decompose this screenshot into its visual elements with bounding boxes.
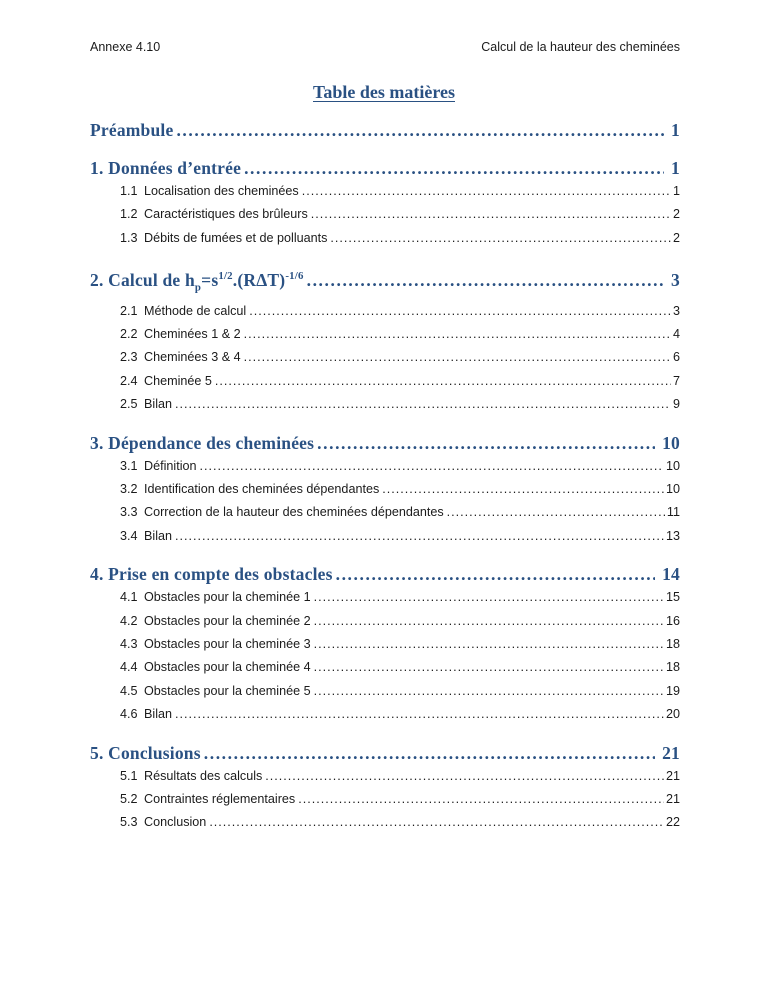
- toc-leader-dots: [314, 633, 664, 656]
- toc-entry[interactable]: [90, 633, 680, 656]
- toc-entry-number: 5.3: [120, 815, 138, 830]
- toc-entry[interactable]: [90, 610, 680, 633]
- toc-entry-label: Correction de la hauteur des cheminées dépendantes: [144, 505, 444, 520]
- toc-leader-dots: [249, 300, 671, 323]
- toc-leader-dots: [204, 741, 655, 765]
- toc-leader-dots: [200, 455, 664, 478]
- toc-entry[interactable]: [90, 788, 680, 811]
- toc-leader-dots: [175, 525, 664, 548]
- toc-leader-dots: [244, 346, 671, 369]
- toc-entry-page: 14: [662, 564, 680, 585]
- toc-entry-label: Bilan: [144, 397, 173, 412]
- toc-entry[interactable]: [90, 562, 680, 586]
- toc-leader-dots: [307, 268, 664, 292]
- toc-entry-label: Cheminées 1 & 2: [144, 326, 241, 341]
- toc-leader-dots: [209, 811, 664, 834]
- toc-entry[interactable]: [90, 156, 680, 180]
- toc-title: Table des matières: [313, 82, 455, 102]
- toc-entry-page: 1: [671, 120, 680, 140]
- toc-entry-number: 4.2: [120, 613, 138, 628]
- toc-entry-number: 1.3: [120, 230, 138, 245]
- toc-entry-label: Débits de fumées et de polluants: [144, 230, 328, 245]
- toc-entry-page: 18: [665, 660, 680, 675]
- toc-entry-number: 4.1: [120, 590, 138, 605]
- toc-entry[interactable]: [90, 586, 680, 609]
- toc-entry-page: 2: [672, 207, 680, 222]
- toc-entry-label: Bilan: [144, 528, 173, 543]
- toc-entry-page: 10: [665, 458, 680, 473]
- toc-entry-page: 21: [665, 768, 680, 783]
- toc-entry[interactable]: [90, 501, 680, 524]
- toc-leader-dots: [314, 656, 664, 679]
- toc-leader-dots: [176, 118, 664, 142]
- toc-leader-dots: [244, 156, 664, 180]
- toc-entry-label: Définition: [144, 458, 197, 473]
- toc-entry-number: 5.1: [120, 768, 138, 783]
- toc-entry-label: Cheminée 5: [144, 373, 212, 388]
- toc-entry-label: Caractéristiques des brûleurs: [144, 207, 308, 222]
- toc-leader-dots: [175, 393, 671, 416]
- toc-entry-label: Préambule: [90, 120, 174, 140]
- toc-entry-number: 1.2: [120, 207, 138, 222]
- toc-entry[interactable]: [90, 703, 680, 726]
- toc-entry-page: 6: [672, 350, 680, 365]
- toc-entry-page: 2: [672, 230, 680, 245]
- toc-entry-label: Bilan: [144, 707, 173, 722]
- toc-entry-page: 13: [665, 528, 680, 543]
- toc-entry[interactable]: [90, 525, 680, 548]
- toc-entry-number: 3.1: [120, 458, 138, 473]
- toc-entry-page: 19: [665, 683, 680, 698]
- toc-leader-dots: [265, 765, 664, 788]
- toc-leader-dots: [314, 680, 664, 703]
- toc-entry-label: Résultats des calculs: [144, 768, 263, 783]
- header-document-title: Calcul de la hauteur des cheminées: [481, 40, 680, 54]
- toc-entry-page: 21: [662, 742, 680, 763]
- toc-leader-dots: [298, 788, 664, 811]
- toc-entry-page: 11: [666, 505, 680, 520]
- page-header: [90, 40, 680, 55]
- toc-entry-page: 3: [671, 270, 680, 291]
- toc-leader-dots: [215, 370, 671, 393]
- toc-entry-label: Obstacles pour la cheminée 5: [144, 683, 311, 698]
- toc-entry-page: 10: [665, 481, 680, 496]
- toc-leader-dots: [244, 323, 671, 346]
- toc-entry-label: 2. Calcul de $h_p=s^{1/2}.(R\Delta T)^{-1/6}$: [90, 270, 304, 294]
- header-annexe-label: Annexe 4.10: [90, 40, 161, 54]
- toc-entry-page: 15: [665, 590, 680, 605]
- toc-entry[interactable]: [90, 227, 680, 250]
- toc-entry[interactable]: [90, 300, 680, 323]
- toc-entry-number: 3.4: [120, 528, 138, 543]
- toc-entry-number: 3.2: [120, 481, 138, 496]
- toc-entry[interactable]: [90, 118, 680, 142]
- toc-entry-page: 20: [665, 707, 680, 722]
- toc-leader-dots: [311, 203, 671, 226]
- toc-entry-number: 2.1: [120, 303, 138, 318]
- toc-entry-number: 2.4: [120, 373, 138, 388]
- toc-entry[interactable]: [90, 478, 680, 501]
- toc-entry-page: 18: [665, 637, 680, 652]
- toc-entry-number: 1.1: [120, 184, 138, 198]
- toc-entry-number: 4.3: [120, 637, 138, 652]
- toc-entry-number: 2.3: [120, 350, 138, 365]
- toc-entry-label: Obstacles pour la cheminée 3: [144, 637, 311, 652]
- toc-entry[interactable]: [90, 741, 680, 765]
- toc-entry-page: 21: [665, 792, 680, 807]
- toc-entry-page: 1: [671, 158, 680, 178]
- toc-leader-dots: [330, 227, 671, 250]
- toc-entry-label: 3. Dépendance des cheminées: [90, 432, 315, 453]
- toc-entry[interactable]: [90, 370, 680, 393]
- toc-entry[interactable]: [90, 180, 680, 203]
- toc-entry[interactable]: [90, 765, 680, 788]
- toc-leader-dots: [302, 180, 671, 203]
- toc-entry-page: 16: [665, 613, 680, 628]
- toc-entry-number: 4.4: [120, 660, 138, 675]
- toc-entry[interactable]: [90, 680, 680, 703]
- toc-entry-label: 5. Conclusions: [90, 742, 201, 763]
- toc-entry-number: 4.5: [120, 683, 138, 698]
- toc-entry-number: 2.2: [120, 326, 138, 341]
- toc-entry-page: 10: [662, 432, 680, 453]
- toc-entry-label: Méthode de calcul: [144, 303, 247, 318]
- toc-entry[interactable]: [90, 656, 680, 679]
- toc-leader-dots: [314, 610, 664, 633]
- toc-leader-dots: [175, 703, 664, 726]
- toc-entry-label: Cheminées 3 & 4: [144, 350, 241, 365]
- toc-entry-label: Contraintes réglementaires: [144, 792, 296, 807]
- toc-entry-label: Obstacles pour la cheminée 4: [144, 660, 311, 675]
- toc-leader-dots: [314, 586, 664, 609]
- toc-leader-dots: [336, 562, 655, 586]
- toc-leader-dots: [447, 501, 665, 524]
- toc-entry-page: 9: [672, 397, 680, 412]
- toc-entry-number: 4.6: [120, 707, 138, 722]
- toc-entry[interactable]: [90, 323, 680, 346]
- toc-entry-label: Identification des cheminées dépendantes: [144, 481, 380, 496]
- toc-entry-label: Obstacles pour la cheminée 1: [144, 590, 311, 605]
- toc-entry-number: 3.3: [120, 505, 138, 520]
- toc-entry-page: 1: [672, 184, 680, 198]
- table-of-contents: [90, 114, 680, 835]
- toc-entry[interactable]: [90, 455, 680, 478]
- toc-entry[interactable]: [90, 264, 680, 299]
- toc-entry[interactable]: [90, 203, 680, 226]
- toc-entry-label: Obstacles pour la cheminée 2: [144, 613, 311, 628]
- toc-entry-page: 7: [672, 373, 680, 388]
- toc-entry-page: 3: [672, 303, 680, 318]
- toc-leader-dots: [382, 478, 664, 501]
- toc-entry-label: 1. Données d’entrée: [90, 158, 242, 178]
- toc-entry[interactable]: [90, 811, 680, 834]
- toc-entry[interactable]: [90, 431, 680, 455]
- toc-entry-label: Localisation des cheminées: [144, 184, 299, 198]
- toc-leader-dots: [317, 431, 655, 455]
- toc-entry-label: Conclusion: [144, 815, 207, 830]
- toc-entry[interactable]: [90, 393, 680, 416]
- toc-entry-number: 2.5: [120, 397, 138, 412]
- toc-entry[interactable]: [90, 346, 680, 369]
- toc-entry-page: 22: [665, 815, 680, 830]
- toc-entry-page: 4: [672, 326, 680, 341]
- toc-entry-label: 4. Prise en compte des obstacles: [90, 564, 333, 585]
- toc-entry-number: 5.2: [120, 792, 138, 807]
